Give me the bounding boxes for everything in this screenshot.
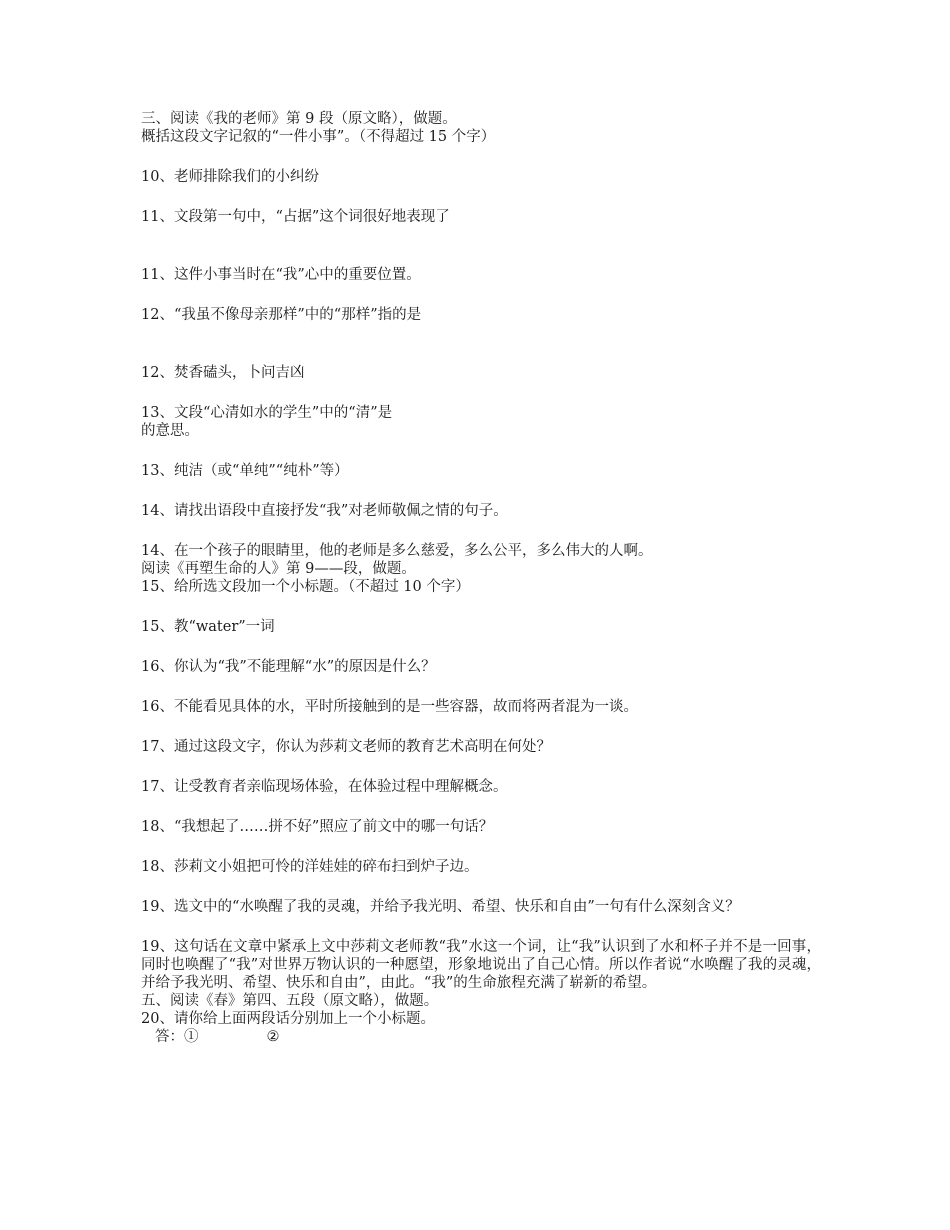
answer-20-first: 答：① (155, 1029, 199, 1045)
answer-13: 13、纯洁（或“单纯”“纯朴”等） (141, 463, 349, 479)
answer-17: 17、让受教育者亲临现场体验，在体验过程中理解概念。 (141, 779, 508, 795)
answer-11: 11、这件小事当时在“我”心中的重要位置。 (141, 267, 421, 283)
answer-16: 16、不能看见具体的水，平时所接触到的是一些容器，故而将两者混为一谈。 (141, 699, 638, 715)
answer-15: 15、教“water”一词 (141, 619, 275, 635)
answer-18: 18、莎莉文小姐把可怜的洋娃娃的碎布扫到炉子边。 (141, 859, 479, 875)
question-14: 14、请找出语段中直接抒发“我”对老师敬佩之情的句子。 (141, 503, 508, 519)
section-heading-3: 三、阅读《我的老师》第 9 段（原文略），做题。 (141, 111, 457, 127)
section-heading-4: 阅读《再塑生命的人》第 9——段，做题。 (141, 561, 416, 577)
section-heading-5: 五、阅读《春》第四、五段（原文略），做题。 (141, 993, 439, 1009)
answer-14: 14、在一个孩子的眼睛里，他的老师是多么慈爱，多么公平，多么伟大的人啊。 (141, 543, 653, 559)
question-13-continued: 的意思。 (141, 423, 199, 439)
question-12: 12、“我虽不像母亲那样”中的“那样”指的是 (141, 307, 422, 323)
question-15: 15、给所选文段加一个小标题。（不超过 10 个字） (141, 579, 470, 595)
answer-20-second: ② (266, 1029, 280, 1045)
question-18: 18、“我想起了……拼不好”照应了前文中的哪一句话？ (141, 819, 494, 835)
question-20: 20、请你给上面两段话分别加上一个小标题。 (141, 1011, 435, 1027)
question-11: 11、文段第一句中，“占据”这个词很好地表现了 (141, 209, 450, 225)
question-17: 17、通过这段文字，你认为莎莉文老师的教育艺术高明在何处？ (141, 739, 551, 755)
document-page (141, 110, 821, 1046)
answer-19: 19、这句话在文章中紧承上文中莎莉文老师教“我”水这一个词，让“我”认识到了水和杯子并不是一回事，同时也唤醒了“我”对世界万物认识的一种愿望，形象地说出了自己心情。所以作者说“水唤醒了我的灵魂，并给予我光明、希望、快乐和自由”，由此。“我”的生命旅程充满了崭新的希望。 (141, 939, 821, 991)
question-13: 13、文段“心清如水的学生”中的“清”是 (141, 405, 393, 421)
answer-20-row (141, 1028, 821, 1046)
answer-10: 10、老师排除我们的小纠纷 (141, 169, 319, 185)
question-16: 16、你认为“我”不能理解“水”的原因是什么？ (141, 659, 436, 675)
question-summary: 概括这段文字记叙的“一件小事”。（不得超过 15 个字） (141, 129, 496, 145)
question-19: 19、选文中的“水唤醒了我的灵魂，并给予我光明、希望、快乐和自由”一句有什么深刻含义？ (141, 899, 740, 915)
answer-12: 12、焚香磕头，卜问吉凶 (141, 365, 305, 381)
